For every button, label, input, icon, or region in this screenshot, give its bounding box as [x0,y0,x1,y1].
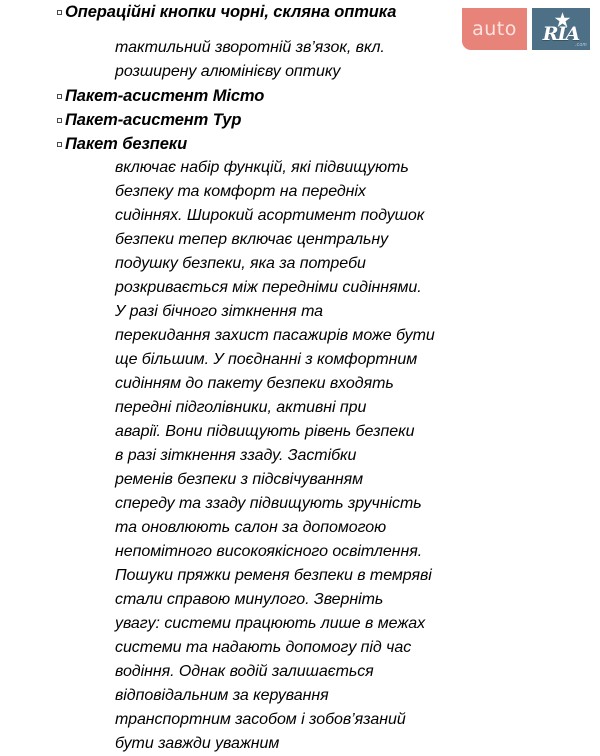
description-heading [0,132,600,156]
ria-logo-text: RIA [542,23,580,45]
description-heading-text: Пакет-асистент Тур [65,111,242,129]
description-paragraph-line: бути завжди уважним [115,735,280,752]
description-paragraph-line: безпеку та комфорт на передніх [115,183,366,200]
description-paragraph-line: подушку безпеки, яка за потреби [115,255,366,272]
description-paragraph-line: передні підголівники, активні при [115,399,367,416]
description-heading [0,108,600,132]
description-paragraph-line: У разі бічного зіткнення та [115,303,324,320]
description-paragraph-line: транспортним засобом і зобов’язаний [115,711,406,728]
description-paragraph-line: перекидання захист пасажирів може бути [115,327,435,344]
description-paragraph-line: увагу: системи працюють лише в межах [115,615,426,632]
auto-logo-text: auto [472,17,517,40]
description-paragraph-line: розкривається між передніми сидіннями. [115,279,422,296]
description-heading-text: Пакет безпеки [65,135,188,153]
description-heading-text: Пакет-асистент Місто [65,87,265,105]
description-paragraph-line: сидінням до пакету безпеки входять [115,375,394,392]
description-heading [0,84,600,108]
description-paragraph-line: розширену алюмінієву оптику [115,63,341,80]
description-paragraph-line: спереду та ззаду підвищують зручність [115,495,422,512]
description-paragraph-line: водіння. Однак водій залишається [115,663,374,680]
description-paragraph [0,156,600,756]
description-paragraph-line: системи та надають допомогу під час [115,639,412,656]
description-paragraph-line: ременів безпеки з підсвічуванням [115,471,364,488]
description-paragraph-line: аварії. Вони підвищують рівень безпеки [115,423,415,440]
description-paragraph-line: відповідальним за керування [115,687,329,704]
description-paragraph-line: ще більшим. У поєднанні з комфортним [115,351,418,368]
description-paragraph-line: безпеки тепер включає центральну [115,231,389,248]
description-paragraph [0,36,600,84]
description-paragraph-line: тактильний зворотній зв’язок, вкл. [115,39,385,56]
ria-logo-dotcom: .com [574,42,587,48]
description-paragraph-line: в разі зіткнення ззаду. Застібки [115,447,357,464]
description-paragraph-line: включає набір функцій, які підвищують [115,159,409,176]
description-paragraph-line: сидіннях. Широкий асортимент подушок [115,207,425,224]
description-heading-text: Операційні кнопки чорні, скляна оптика [65,3,397,21]
description-paragraph-line: та оновлюють салон за допомогою [115,519,387,536]
description-heading [0,0,600,24]
description-paragraph-line: непомітного високоякісного освітлення. [115,543,423,560]
description-paragraph-line: стали справою минулого. Зверніть [115,591,384,608]
description-paragraph-line: Пошуки пряжки ременя безпеки в темряві [115,567,432,584]
